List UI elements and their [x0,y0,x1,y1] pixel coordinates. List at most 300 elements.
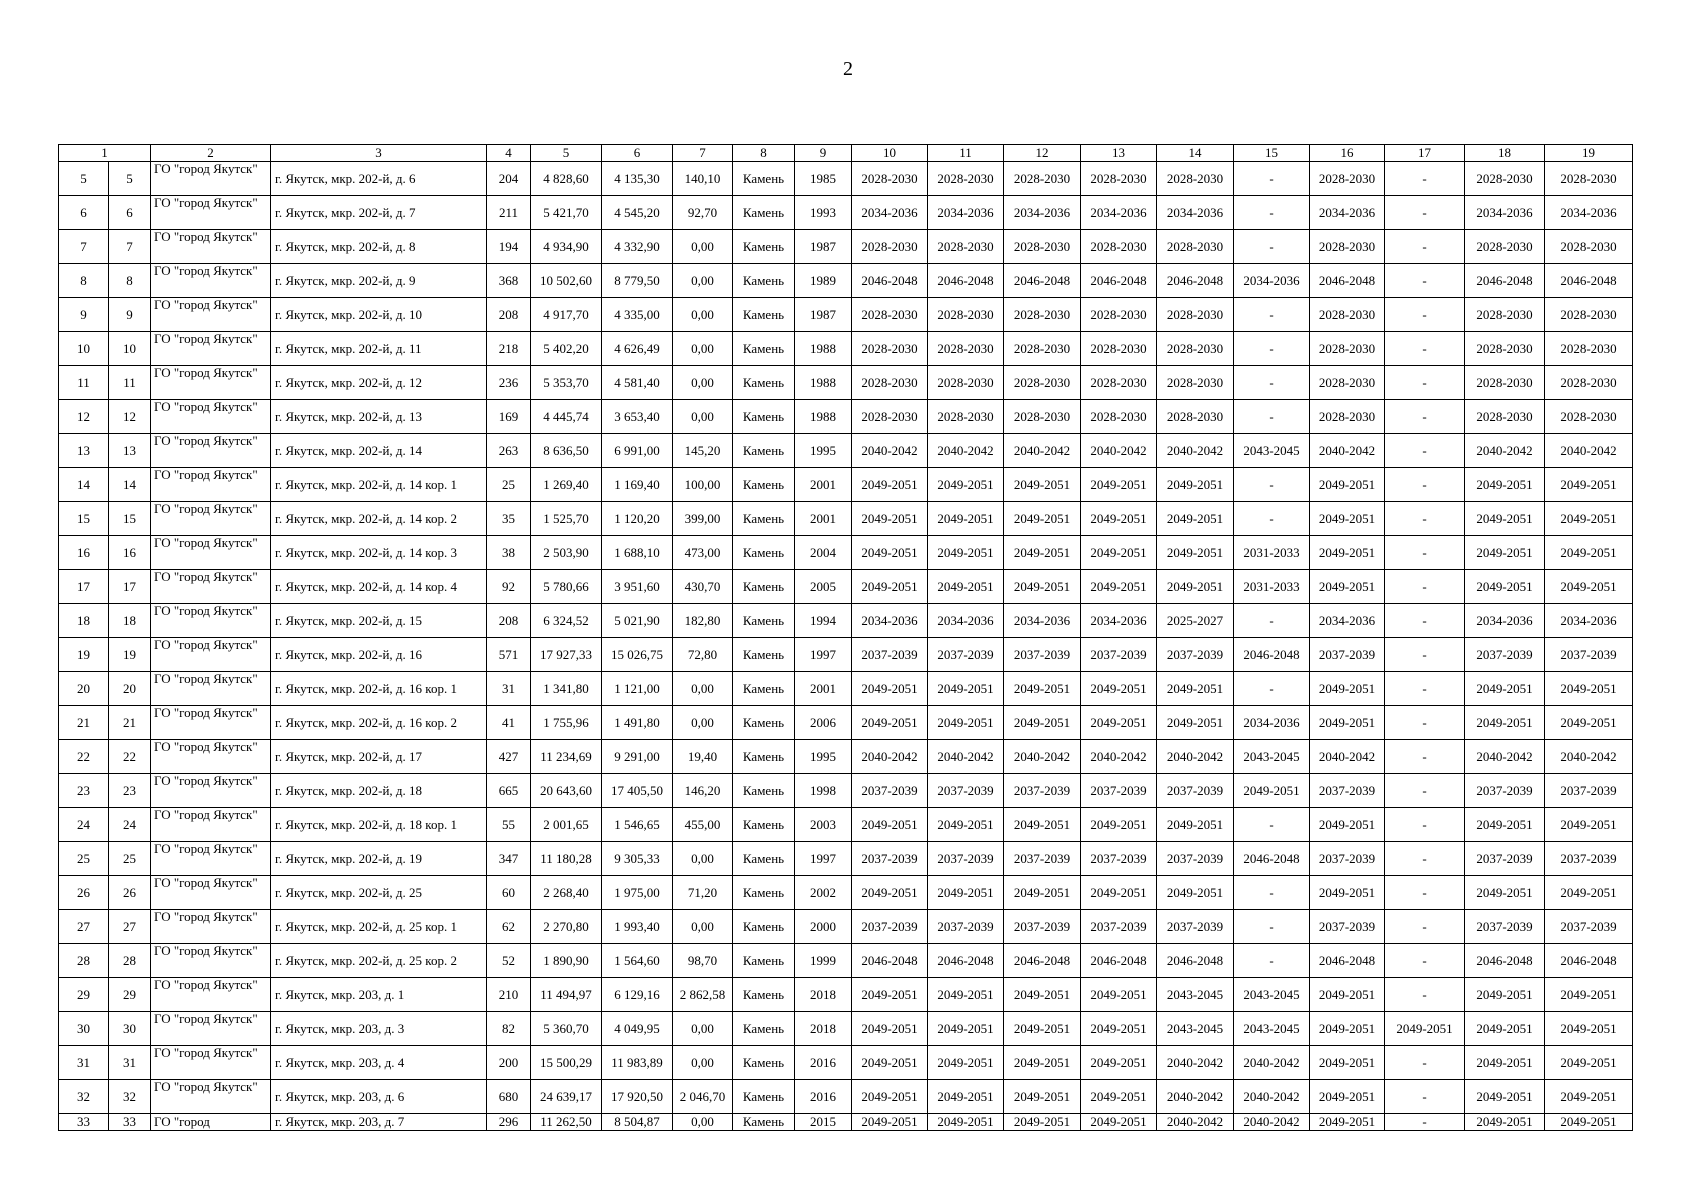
table-cell: 455,00 [673,808,733,842]
table-cell: 32 [109,1080,151,1114]
table-cell: 2037-2039 [1310,638,1385,672]
table-cell: 2037-2039 [1545,638,1633,672]
table-cell: Камень [733,774,795,808]
table-cell: 2049-2051 [1310,808,1385,842]
table-cell: - [1234,808,1310,842]
table-cell: 2028-2030 [928,332,1004,366]
table-cell: 2040-2042 [1157,1046,1234,1080]
table-cell: 0,00 [673,366,733,400]
table-cell: 4 581,40 [602,366,673,400]
table-cell: 5 421,70 [531,196,602,230]
column-header-15: 15 [1234,145,1310,162]
table-cell: 2049-2051 [1465,876,1545,910]
table-cell: 2028-2030 [852,332,928,366]
table-cell: 2037-2039 [1157,638,1234,672]
table-cell: 1997 [795,842,852,876]
table-cell: г. Якутск, мкр. 202-й, д. 15 [271,604,487,638]
table-cell: 2049-2051 [1465,570,1545,604]
table-cell: 3 951,60 [602,570,673,604]
table-cell: 2001 [795,502,852,536]
table-cell: 2049-2051 [1465,808,1545,842]
table-cell: 2046-2048 [852,264,928,298]
table-cell: ГО "город Якутск" [151,298,271,332]
table-cell: 2037-2039 [1465,842,1545,876]
table-cell: 25 [487,468,531,502]
table-cell: 6 129,16 [602,978,673,1012]
table-row [59,570,1633,604]
table-cell: 2049-2051 [1081,1012,1157,1046]
table-cell: 2049-2051 [928,1080,1004,1114]
table-cell: 1 121,00 [602,672,673,706]
table-cell: 24 639,17 [531,1080,602,1114]
table-cell: 2028-2030 [1157,400,1234,434]
table-cell: 211 [487,196,531,230]
table-cell: 2049-2051 [852,876,928,910]
table-cell: 0,00 [673,706,733,740]
table-cell: 2049-2051 [1004,468,1081,502]
table-cell: 22 [59,740,109,774]
table-cell: 2037-2039 [852,910,928,944]
table-cell: 2049-2051 [1310,978,1385,1012]
table-cell: 430,70 [673,570,733,604]
table-cell: - [1385,1046,1465,1080]
table-cell: 2049-2051 [1004,1080,1081,1114]
table-cell: 2028-2030 [1157,230,1234,264]
table-cell: ГО "город Якутск" [151,978,271,1012]
table-cell: 2043-2045 [1234,978,1310,1012]
table-cell: 2037-2039 [852,842,928,876]
table-cell: 2006 [795,706,852,740]
table-row [59,808,1633,842]
table-cell: 2049-2051 [852,570,928,604]
table-cell: 2049-2051 [1465,706,1545,740]
table-cell: 2028-2030 [1465,400,1545,434]
table-cell: 2049-2051 [928,808,1004,842]
table-cell: 98,70 [673,944,733,978]
table-cell: 2028-2030 [1545,162,1633,196]
table-cell: - [1385,536,1465,570]
table-cell: 2049-2051 [1310,1114,1385,1131]
table-cell: 680 [487,1080,531,1114]
table-cell: 2049-2051 [1157,536,1234,570]
table-cell: 4 626,49 [602,332,673,366]
table-cell: 1999 [795,944,852,978]
table-cell: - [1385,298,1465,332]
table-cell: - [1385,468,1465,502]
table-row [59,876,1633,910]
table-cell: 2049-2051 [1081,1080,1157,1114]
table-cell: г. Якутск, мкр. 202-й, д. 6 [271,162,487,196]
table-cell: 2049-2051 [1310,502,1385,536]
table-cell: 1 169,40 [602,468,673,502]
table-cell: 1997 [795,638,852,672]
table-row [59,1012,1633,1046]
table-cell: г. Якутск, мкр. 202-й, д. 18 [271,774,487,808]
table-cell: 2046-2048 [1465,944,1545,978]
table-cell: 29 [59,978,109,1012]
table-cell: Камень [733,570,795,604]
table-cell: 2034-2036 [1081,604,1157,638]
table-cell: 2037-2039 [1310,774,1385,808]
table-cell: 10 [109,332,151,366]
table-cell: 4 135,30 [602,162,673,196]
table-cell: 2028-2030 [1545,332,1633,366]
table-cell: 31 [59,1046,109,1080]
table-cell: 1995 [795,434,852,468]
table-cell: - [1385,264,1465,298]
table-cell: 1 564,60 [602,944,673,978]
table-cell: 2049-2051 [1465,468,1545,502]
table-cell: 2049-2051 [1385,1012,1465,1046]
column-header-17: 17 [1385,145,1465,162]
column-header-9: 9 [795,145,852,162]
table-cell: 0,00 [673,842,733,876]
table-cell: 2049-2051 [1545,536,1633,570]
table-cell: ГО "город Якутск" [151,332,271,366]
table-cell: 2049-2051 [1081,468,1157,502]
table-cell: 11 [109,366,151,400]
table-cell: 12 [109,400,151,434]
table-cell: 5 360,70 [531,1012,602,1046]
table-body [59,162,1633,1131]
table-cell: г. Якутск, мкр. 202-й, д. 25 кор. 1 [271,910,487,944]
table-cell: 16 [109,536,151,570]
table-cell: 200 [487,1046,531,1080]
table-cell: 2049-2051 [1545,978,1633,1012]
table-cell: 0,00 [673,230,733,264]
table-cell: 9 [59,298,109,332]
table-cell: 2049-2051 [1081,876,1157,910]
table-cell: 665 [487,774,531,808]
table-cell: 2037-2039 [928,842,1004,876]
table-cell: 7 [59,230,109,264]
table-cell: Камень [733,366,795,400]
table-cell: 2040-2042 [1465,434,1545,468]
table-cell: 1 269,40 [531,468,602,502]
table-cell: 4 934,90 [531,230,602,264]
table-cell: - [1385,1080,1465,1114]
table-cell: 2040-2042 [1004,740,1081,774]
table-cell: 19 [109,638,151,672]
table-cell: 2040-2042 [1465,740,1545,774]
table-cell: 2049-2051 [1465,502,1545,536]
table-cell: 1988 [795,366,852,400]
table-cell: Камень [733,740,795,774]
table-cell: ГО "город Якутск" [151,876,271,910]
table-cell: 2049-2051 [928,536,1004,570]
table-cell: 1 755,96 [531,706,602,740]
table-cell: 2049-2051 [1081,570,1157,604]
table-cell: 26 [59,876,109,910]
table-cell: 2049-2051 [1004,1012,1081,1046]
table-cell: 1 890,90 [531,944,602,978]
table-cell: 28 [59,944,109,978]
table-cell: 2049-2051 [1545,706,1633,740]
table-cell: г. Якутск, мкр. 202-й, д. 14 кор. 4 [271,570,487,604]
table-cell: 8 [109,264,151,298]
table-cell: 2043-2045 [1157,1012,1234,1046]
table-cell: 17 920,50 [602,1080,673,1114]
table-cell: - [1385,366,1465,400]
table-cell: 368 [487,264,531,298]
table-cell: 2037-2039 [1081,774,1157,808]
table-cell: 2028-2030 [1081,332,1157,366]
table-row [59,264,1633,298]
table-cell: 2049-2051 [928,876,1004,910]
table-cell: 1 491,80 [602,706,673,740]
table-cell: ГО "город Якутск" [151,706,271,740]
table-cell: 20 [109,672,151,706]
column-header-12: 12 [1004,145,1081,162]
table-cell: - [1234,468,1310,502]
table-cell: 4 332,90 [602,230,673,264]
table-cell: 2018 [795,1012,852,1046]
table-cell: 72,80 [673,638,733,672]
table-cell: Камень [733,468,795,502]
table-cell: 2034-2036 [1234,264,1310,298]
table-cell: 2037-2039 [928,910,1004,944]
table-cell: 1 341,80 [531,672,602,706]
table-cell: Камень [733,604,795,638]
table-cell: 2049-2051 [1545,1080,1633,1114]
table-cell: г. Якутск, мкр. 202-й, д. 8 [271,230,487,264]
table-cell: 2037-2039 [1465,638,1545,672]
table-cell: 2049-2051 [1004,570,1081,604]
table-cell: 2034-2036 [1157,196,1234,230]
table-cell: г. Якутск, мкр. 202-й, д. 16 кор. 2 [271,706,487,740]
table-cell: 2028-2030 [1081,366,1157,400]
table-cell: ГО "город Якутск" [151,638,271,672]
table-cell: 8 504,87 [602,1114,673,1131]
table-cell: 2049-2051 [1545,808,1633,842]
table-cell: ГО "город Якутск" [151,162,271,196]
table-cell: 2049-2051 [852,536,928,570]
table-cell: 2003 [795,808,852,842]
table-cell: 2037-2039 [852,638,928,672]
table-cell: 1 688,10 [602,536,673,570]
table-cell: 2040-2042 [1234,1046,1310,1080]
table-cell: 16 [59,536,109,570]
table-cell: Камень [733,978,795,1012]
table-cell: Камень [733,842,795,876]
table-cell: - [1385,706,1465,740]
table-cell: 140,10 [673,162,733,196]
table-cell: 1 975,00 [602,876,673,910]
column-header-4: 4 [487,145,531,162]
table-row [59,400,1633,434]
table-cell: - [1385,230,1465,264]
table-cell: 2049-2051 [1310,1046,1385,1080]
table-row [59,842,1633,876]
table-cell: 2028-2030 [1157,298,1234,332]
table-cell: 17 405,50 [602,774,673,808]
table-cell: 30 [59,1012,109,1046]
table-cell: 2037-2039 [1310,842,1385,876]
table-cell: 2031-2033 [1234,536,1310,570]
table-cell: - [1234,876,1310,910]
table-cell: 2034-2036 [1004,604,1081,638]
table-cell: 427 [487,740,531,774]
table-cell: - [1385,876,1465,910]
table-cell: 0,00 [673,298,733,332]
table-cell: 2 001,65 [531,808,602,842]
table-cell: - [1234,944,1310,978]
table-cell: 2049-2051 [1004,876,1081,910]
table-cell: 2046-2048 [928,944,1004,978]
table-cell: - [1385,978,1465,1012]
table-cell: 2037-2039 [1157,842,1234,876]
table-row [59,298,1633,332]
table-cell: 2025-2027 [1157,604,1234,638]
table-cell: - [1385,502,1465,536]
table-cell: 0,00 [673,1114,733,1131]
table-cell: 2028-2030 [1545,400,1633,434]
table-cell: 14 [109,468,151,502]
table-cell: Камень [733,162,795,196]
table-cell: 236 [487,366,531,400]
table-cell: 2015 [795,1114,852,1131]
column-header-19: 19 [1545,145,1633,162]
table-cell: 19 [59,638,109,672]
table-cell: 208 [487,298,531,332]
table-cell: 2049-2051 [1004,672,1081,706]
table-cell: 82 [487,1012,531,1046]
table-cell: 5 [59,162,109,196]
table-cell: 2049-2051 [1157,876,1234,910]
table-cell: 2034-2036 [1310,604,1385,638]
table-cell: 2049-2051 [1157,706,1234,740]
table-cell: - [1385,808,1465,842]
table-cell: Камень [733,400,795,434]
column-header-8: 8 [733,145,795,162]
table-cell: 2049-2051 [1545,1114,1633,1131]
table-row [59,1114,1633,1131]
table-cell: 33 [59,1114,109,1131]
table-cell: 2037-2039 [928,774,1004,808]
table-cell: 218 [487,332,531,366]
table-cell: 2028-2030 [852,230,928,264]
table-cell: 2046-2048 [1465,264,1545,298]
table-cell: 2016 [795,1080,852,1114]
table-cell: 2049-2051 [852,672,928,706]
table-cell: Камень [733,706,795,740]
table-cell: 2034-2036 [1004,196,1081,230]
table-cell: 5 353,70 [531,366,602,400]
table-cell: ГО "город Якутск" [151,672,271,706]
table-cell: 2031-2033 [1234,570,1310,604]
table-cell: 2037-2039 [1081,842,1157,876]
table-cell: 2049-2051 [1081,1046,1157,1080]
table-cell: 2040-2042 [1081,740,1157,774]
table-cell: 2049-2051 [1465,978,1545,1012]
table-cell: 2049-2051 [928,1012,1004,1046]
table-cell: 2034-2036 [928,196,1004,230]
table-cell: 2049-2051 [1465,1080,1545,1114]
table-cell: 2049-2051 [1004,502,1081,536]
table-cell: 2037-2039 [1004,842,1081,876]
table-cell: 2028-2030 [1465,298,1545,332]
table-cell: 2046-2048 [1310,264,1385,298]
table-row [59,978,1633,1012]
table-cell: 2005 [795,570,852,604]
table-cell: 2040-2042 [852,434,928,468]
table-cell: 2049-2051 [1004,1046,1081,1080]
table-cell: 2028-2030 [1310,162,1385,196]
table-cell: 2049-2051 [1310,1080,1385,1114]
table-cell: 1987 [795,298,852,332]
table-cell: 1994 [795,604,852,638]
table-cell: 2049-2051 [928,468,1004,502]
table-cell: - [1234,366,1310,400]
table-cell: 21 [59,706,109,740]
table-cell: 2049-2051 [1157,808,1234,842]
column-header-18: 18 [1465,145,1545,162]
table-cell: 11 262,50 [531,1114,602,1131]
table-cell: 2049-2051 [1081,706,1157,740]
table-cell: 52 [487,944,531,978]
table-row [59,196,1633,230]
table-row [59,638,1633,672]
table-cell: 399,00 [673,502,733,536]
table-cell: ГО "город Якутск" [151,944,271,978]
table-cell: 2049-2051 [852,1012,928,1046]
table-cell: 2049-2051 [1465,1012,1545,1046]
table-cell: 210 [487,978,531,1012]
table-cell: 2 503,90 [531,536,602,570]
table-cell: 38 [487,536,531,570]
table-cell: 2049-2051 [928,502,1004,536]
table-cell: 1 525,70 [531,502,602,536]
table-cell: 2046-2048 [852,944,928,978]
table-cell: 18 [59,604,109,638]
table-cell: 2037-2039 [928,638,1004,672]
table-cell: - [1385,196,1465,230]
table-row [59,230,1633,264]
table-cell: 2049-2051 [1081,672,1157,706]
table-cell: 2001 [795,468,852,502]
table-row [59,944,1633,978]
table-cell: 2028-2030 [1310,230,1385,264]
table-cell: 2049-2051 [852,468,928,502]
table-cell: 2049-2051 [1004,808,1081,842]
table-cell: 263 [487,434,531,468]
table-cell: 10 [59,332,109,366]
table-cell: 2043-2045 [1234,1012,1310,1046]
table-cell: 2 046,70 [673,1080,733,1114]
table-cell: 2034-2036 [1310,196,1385,230]
table-cell: 2028-2030 [1004,230,1081,264]
table-cell: 2037-2039 [1310,910,1385,944]
table-cell: г. Якутск, мкр. 202-й, д. 10 [271,298,487,332]
table-cell: г. Якутск, мкр. 202-й, д. 7 [271,196,487,230]
table-cell: 2049-2051 [1081,978,1157,1012]
table-cell: 2040-2042 [1234,1080,1310,1114]
table-cell: - [1234,502,1310,536]
table-cell: 5 [109,162,151,196]
table-cell: 2046-2048 [1545,264,1633,298]
table-cell: 2049-2051 [1545,1046,1633,1080]
table-cell: - [1234,162,1310,196]
table-cell: 2049-2051 [852,1114,928,1131]
table-cell: 3 653,40 [602,400,673,434]
table-cell: 5 021,90 [602,604,673,638]
table-cell: Камень [733,808,795,842]
table-cell: 2049-2051 [1545,1012,1633,1046]
table-cell: 0,00 [673,400,733,434]
table-cell: 2040-2042 [928,434,1004,468]
table-cell: 2046-2048 [1545,944,1633,978]
table-cell: 60 [487,876,531,910]
